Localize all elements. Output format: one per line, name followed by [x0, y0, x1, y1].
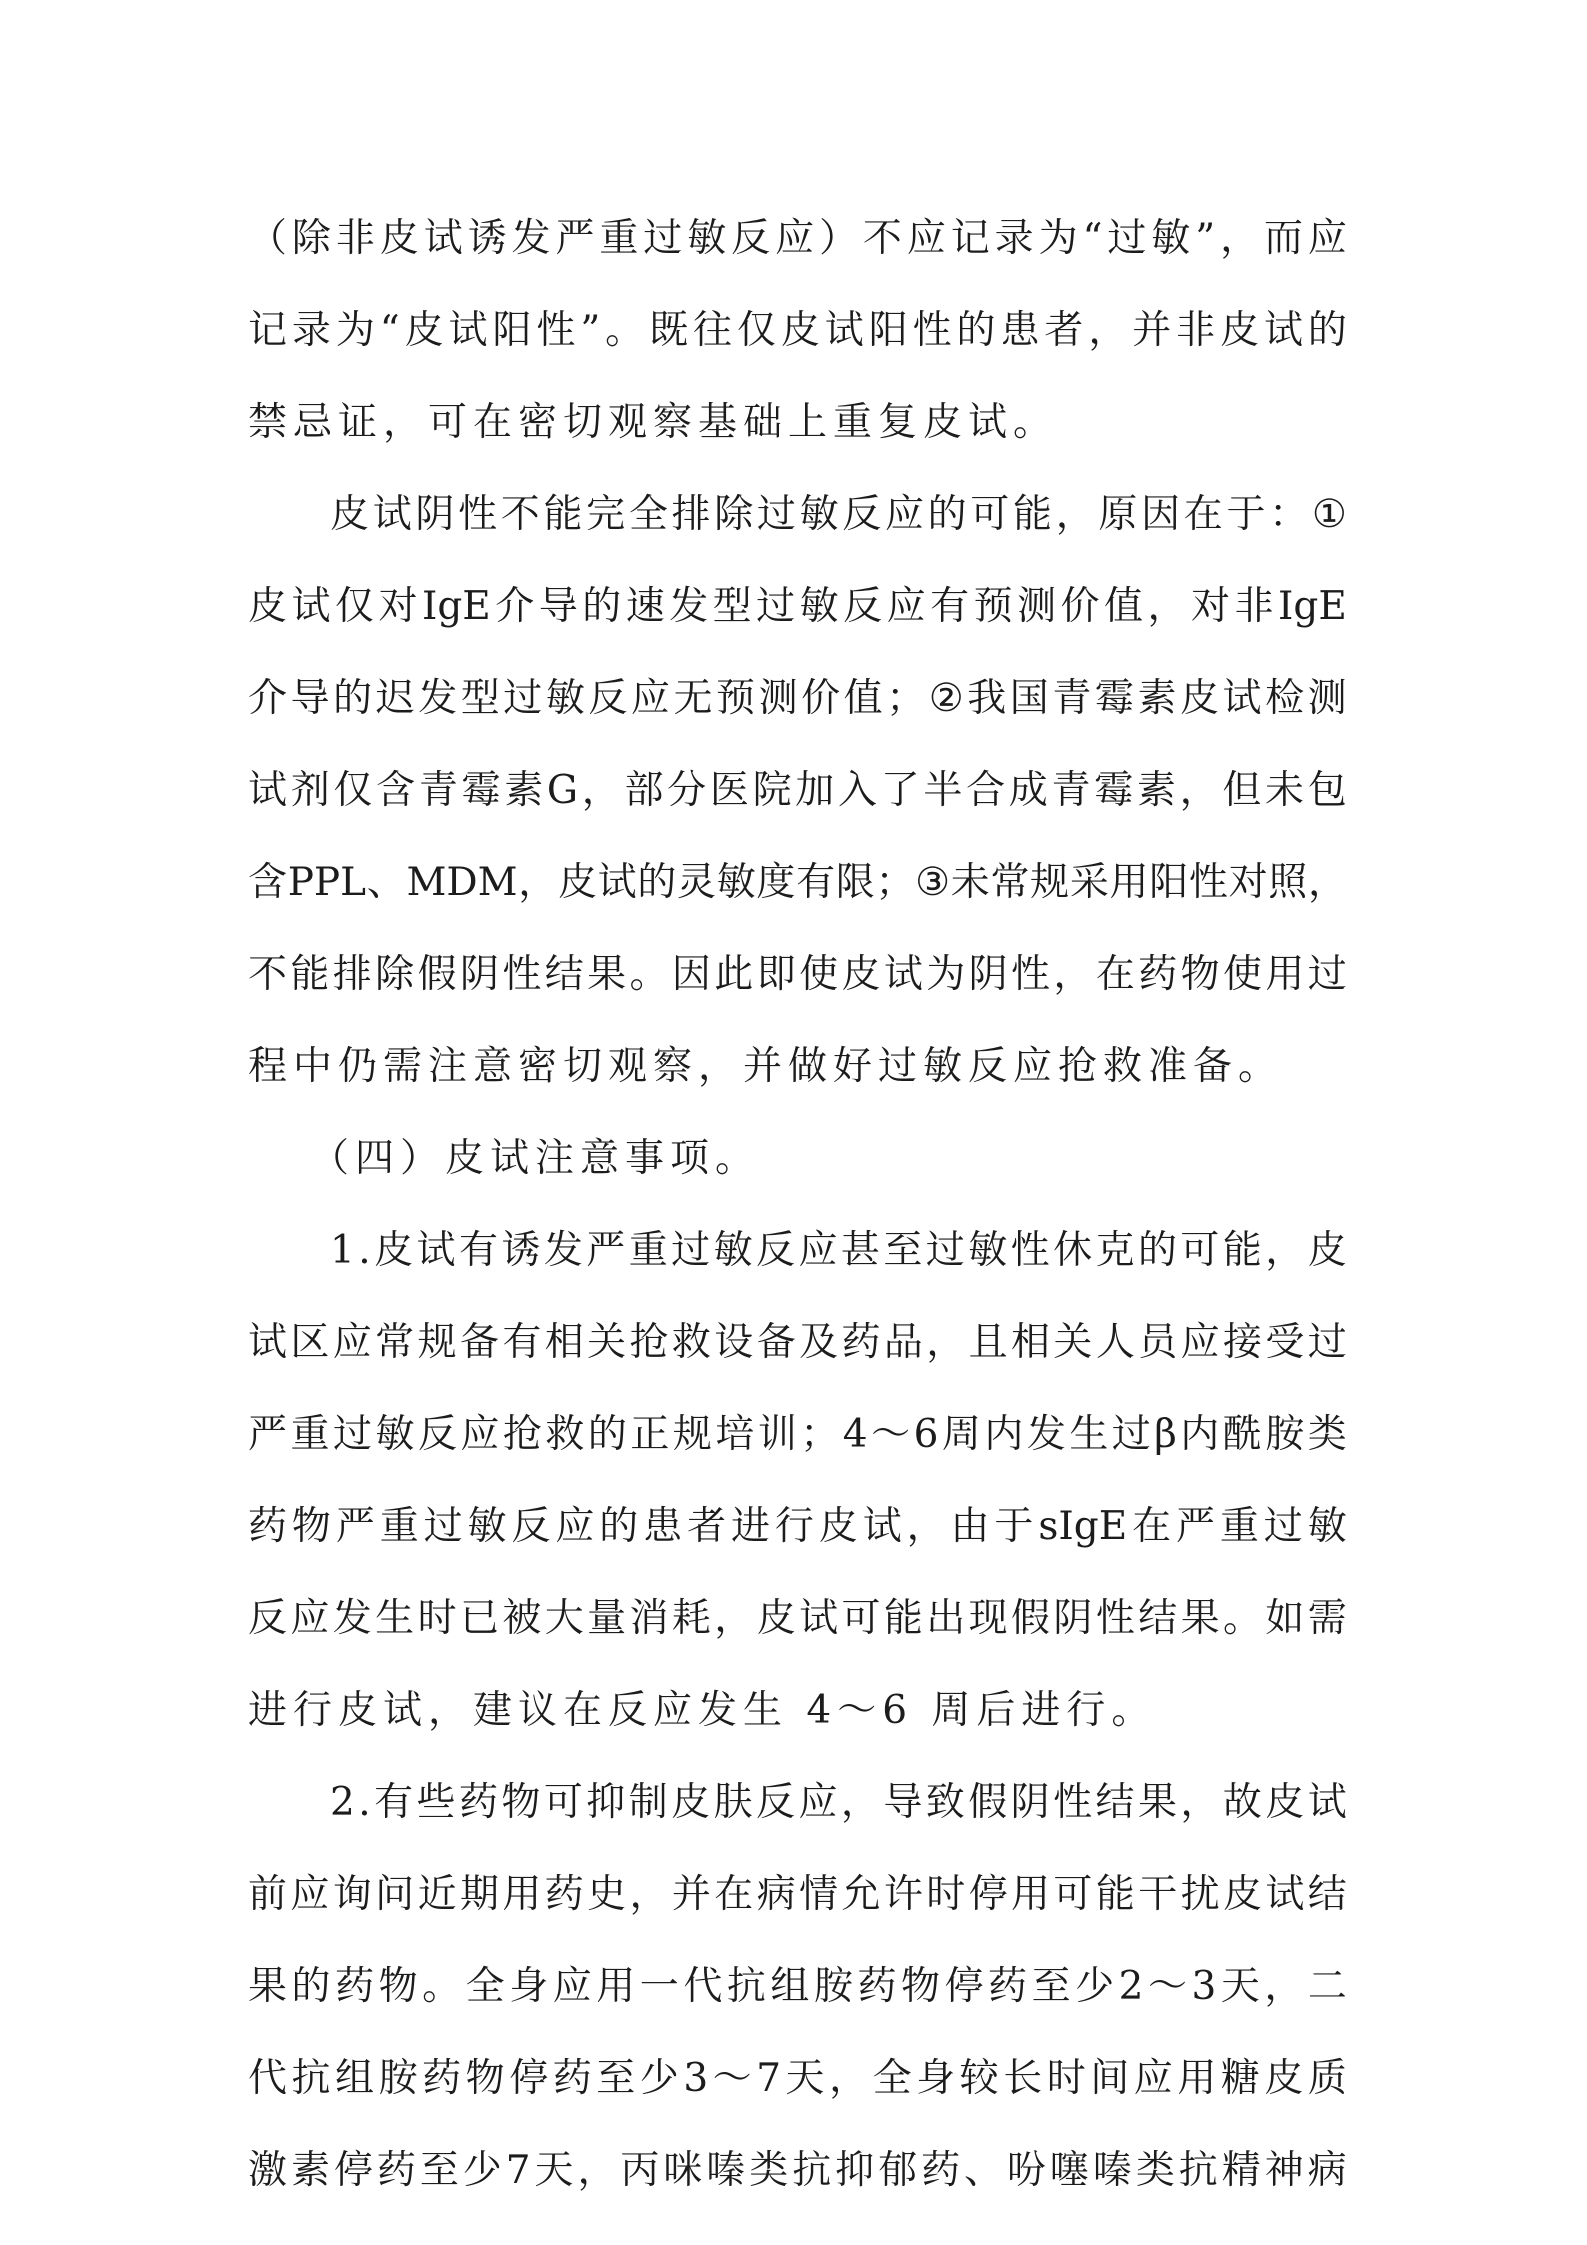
text-line: 反 应 发 生 时 已 被 大 量 消 耗 ， 皮 试 可 能 出 现 假 阴 性 结 果 。 如 需 — [248, 1596, 1347, 1641]
text-line: 禁忌证，可在密切观察基础上重复皮试。 — [248, 400, 1059, 445]
text-line: 代 抗 组 胺 药 物 停 药 至 少 3 ～ 7 天 ， 全 身 较 长 时 间 应 用 糖 皮 质 — [248, 2056, 1347, 2101]
paragraph-first-line: 皮 试 阴 性 不 能 完 全 排 除 过 敏 反 应 的 可 能 ， 原 因 在 于 ： ① — [330, 492, 1347, 537]
paragraph-first-line: 1 . 皮 试 有 诱 发 严 重 过 敏 反 应 甚 至 过 敏 性 休 克 的 可 能 ， 皮 — [330, 1228, 1347, 1273]
text-line: 激 素 停 药 至 少 7 天 ， 丙 咪 嗪 类 抗 抑 郁 药 、 吩 噻 嗪 类 抗 精 神 病 — [248, 2148, 1347, 2193]
section-heading: （四）皮试注意事项。 — [310, 1136, 761, 1181]
text-line: 试 区 应 常 规 备 有 相 关 抢 救 设 备 及 药 品 ， 且 相 关 人 员 应 接 受 过 — [248, 1320, 1347, 1365]
text-line: 进行皮试，建议在反应发生 4～6 周后进行。 — [248, 1688, 1157, 1733]
text-line: 试 剂 仅 含 青 霉 素 G ， 部 分 医 院 加 入 了 半 合 成 青 霉 素 ， 但 未 包 — [248, 768, 1347, 813]
text-line: 程中仍需注意密切观察，并做好过敏反应抢救准备。 — [248, 1044, 1284, 1089]
text-line: （ 除 非 皮 试 诱 发 严 重 过 敏 反 应 ） 不 应 记 录 为 “ 过 敏 ” ， 而 应 — [248, 216, 1347, 261]
text-line: 含 PPL 、 MDM ， 皮 试 的 灵 敏 度 有 限 ； ③ 未 常 规 采 用 阳 性 对 照 ， — [248, 860, 1347, 905]
text-line: 果 的 药 物 。 全 身 应 用 一 代 抗 组 胺 药 物 停 药 至 少 2 ～ 3 天 ， 二 — [248, 1964, 1347, 2009]
text-line: 前 应 询 问 近 期 用 药 史 ， 并 在 病 情 允 许 时 停 用 可 能 干 扰 皮 试 结 — [248, 1872, 1347, 1917]
text-line: 记 录 为 “ 皮 试 阳 性 ” 。 既 往 仅 皮 试 阳 性 的 患 者 ， 并 非 皮 试 的 — [248, 308, 1347, 353]
text-line: 皮 试 仅 对 IgE 介 导 的 速 发 型 过 敏 反 应 有 预 测 价 值 ， 对 非 IgE — [248, 584, 1347, 629]
text-line: 不 能 排 除 假 阴 性 结 果 。 因 此 即 使 皮 试 为 阴 性 ， 在 药 物 使 用 过 — [248, 952, 1347, 997]
text-line: 介 导 的 迟 发 型 过 敏 反 应 无 预 测 价 值 ； ② 我 国 青 霉 素 皮 试 检 测 — [248, 676, 1347, 721]
text-line: 药 物 严 重 过 敏 反 应 的 患 者 进 行 皮 试 ， 由 于 sIgE 在 严 重 过 敏 — [248, 1504, 1347, 1549]
paragraph-first-line: 2 . 有 些 药 物 可 抑 制 皮 肤 反 应 ， 导 致 假 阴 性 结 果 ， 故 皮 试 — [330, 1780, 1347, 1825]
text-line: 严 重 过 敏 反 应 抢 救 的 正 规 培 训 ； 4 ～ 6 周 内 发 生 过 β 内 酰 胺 类 — [248, 1412, 1347, 1457]
